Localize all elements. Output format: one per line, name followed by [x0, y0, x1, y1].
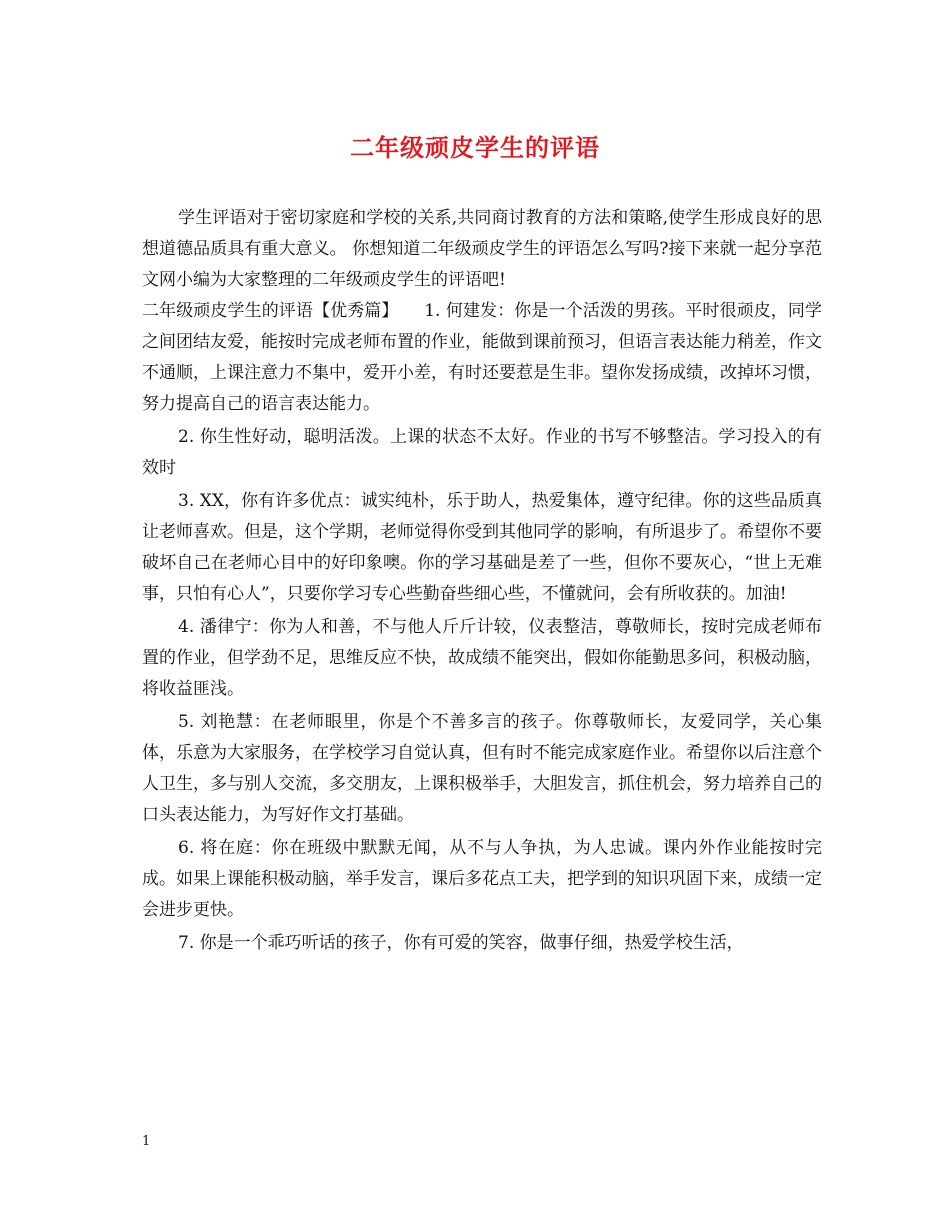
document-title: 二年级顽皮学生的评语 [350, 133, 600, 162]
document-body [142, 203, 822, 959]
paragraph-comment-6: 6. 将在庭：你在班级中默默无闻，从不与人争执，为人忠诚。课内外作业能按时完成。如果上课能积极动脑，举手发言，课后多花点工夫，把学到的知识巩固下来，成绩一定会进步更快。 [142, 838, 822, 920]
paragraph-comment-4: 4. 潘律宁：你为人和善，不与他人斤斤计较，仪表整洁，尊敬师长，按时完成老师布置的作业，但学劲不足，思维反应不快，故成绩不能突出，假如你能勤思多问，积极动脑，将收益匪浅。 [142, 617, 822, 699]
paragraph-comment-5: 5. 刘艳慧：在老师眼里，你是个不善多言的孩子。你尊敬师长，友爱同学，关心集体，乐意为大家服务，在学校学习自觉认真，但有时不能完成家庭作业。希望你以后注意个人卫生，多与别人交流，多交朋友，上课积极举手，大胆发言，抓住机会，努力培养自己的口头表达能力，为写好作文打基础。 [142, 712, 822, 825]
paragraph-comment-3: 3. XX，你有许多优点：诚实纯朴，乐于助人，热爱集体，遵守纪律。你的这些品质真让老师喜欢。但是，这个学期，老师觉得你受到其他同学的影响，有所退步了。希望你不要破坏自己在老师心目中的好印象噢。你的学习基础是差了一些，但你不要灰心，“世上无难事，只怕有心人”，只要你学习专心些勤奋些细心些，不懂就问，会有所收获的。加油! [142, 491, 822, 604]
paragraph-comment-1: 二年级顽皮学生的评语【优秀篇】 1. 何建发：你是一个活泼的男孩。平时很顽皮，同学之间团结友爱，能按时完成老师布置的作业，能做到课前预习，但语言表达能力稍差，作文不通顺，上课注意力不集中，爱开小差，有时还要惹是生非。望你发扬成绩，改掉坏习惯，努力提高自己的语言表达能力。 [142, 301, 822, 414]
paragraph-comment-2: 2. 你生性好动，聪明活泼。上课的状态不太好。作业的书写不够整洁。学习投入的有效时 [142, 427, 822, 478]
paragraph-comment-7: 7. 你是一个乖巧听话的孩子，你有可爱的笑容，做事仔细，热爱学校生活， [178, 933, 744, 953]
paragraph-intro: 学生评语对于密切家庭和学校的关系,共同商讨教育的方法和策略,使学生形成良好的思想道德品质具有重大意义。 你想知道二年级顽皮学生的评语怎么写吗?接下来就一起分享范文网小编为大家整理的二年级顽皮学生的评语吧! [142, 208, 822, 290]
page-number: 1 [142, 1134, 151, 1149]
